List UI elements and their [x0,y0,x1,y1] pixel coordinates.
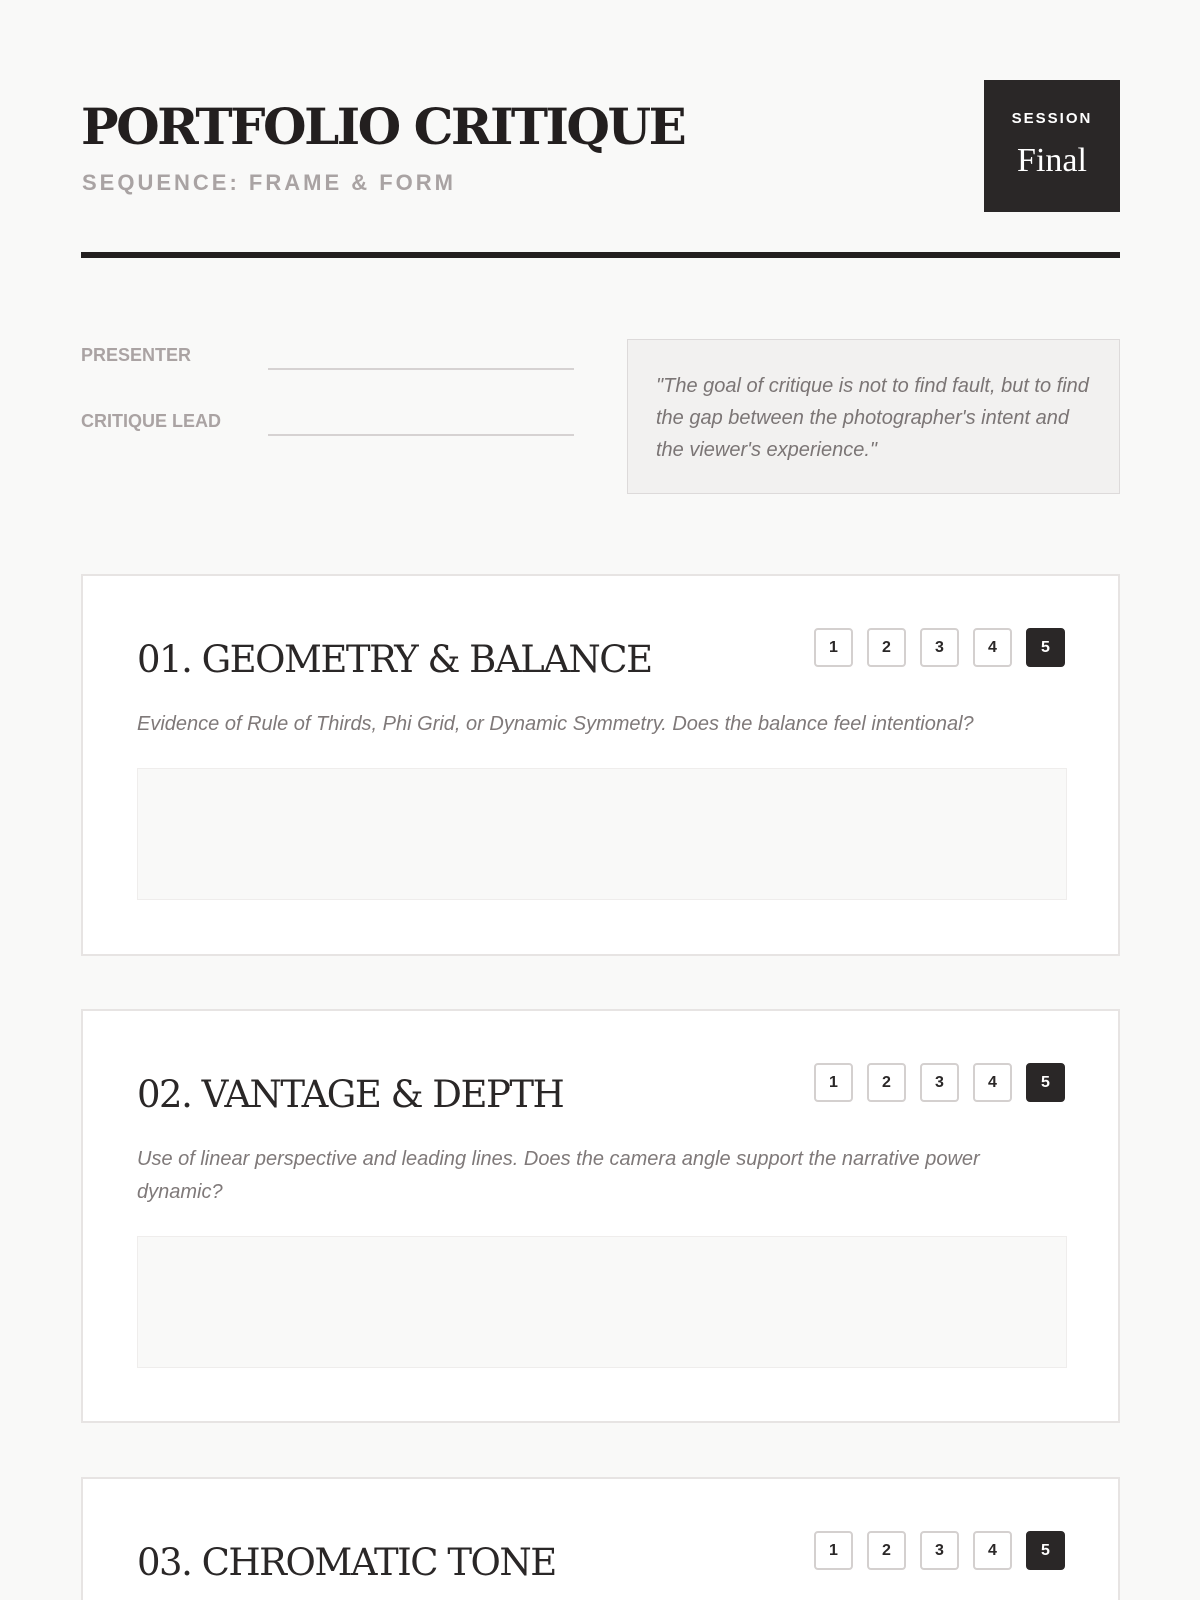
quote-text: "The goal of critique is not to find fault, but to find the gap between the photographer's intent and the viewer's experience." [656,375,1089,461]
criterion-title: 02. VANTAGE & DEPTH [137,1073,564,1116]
session-value: Final [1017,142,1087,179]
criterion-card-chromatic [81,1477,1120,1600]
score-button-3[interactable]: 3 [920,1531,959,1570]
criterion-card-geometry [81,574,1120,956]
presenter-field [81,339,574,379]
score-button-1[interactable]: 1 [814,1063,853,1102]
score-button-5[interactable]: 5 [1026,1531,1065,1570]
presenter-input[interactable] [268,368,574,370]
notes-textarea[interactable] [137,1236,1067,1368]
score-button-2[interactable]: 2 [867,1063,906,1102]
page-title: PORTFOLIO CRITIQUE [81,97,685,156]
quote-box [627,339,1120,494]
header-divider [81,252,1120,258]
score-button-4[interactable]: 4 [973,1063,1012,1102]
criterion-description: Use of linear perspective and leading lines. Does the camera angle support the narrative power dynamic? [137,1148,980,1203]
criterion-title: 01. GEOMETRY & BALANCE [137,638,652,681]
criterion-title: 03. CHROMATIC TONE [137,1541,556,1584]
critique-lead-label: CRITIQUE LEAD [81,411,222,431]
criterion-card-vantage [81,1009,1120,1423]
session-badge [984,80,1120,212]
score-button-5[interactable]: 5 [1026,628,1065,667]
score-button-1[interactable]: 1 [814,1531,853,1570]
session-label: SESSION [1011,110,1093,127]
score-button-5[interactable]: 5 [1026,1063,1065,1102]
score-selector [814,628,1065,667]
presenter-label: PRESENTER [81,345,192,365]
score-button-1[interactable]: 1 [814,628,853,667]
score-button-3[interactable]: 3 [920,628,959,667]
notes-textarea[interactable] [137,768,1067,900]
score-button-3[interactable]: 3 [920,1063,959,1102]
score-button-4[interactable]: 4 [973,628,1012,667]
score-button-2[interactable]: 2 [867,628,906,667]
score-button-4[interactable]: 4 [973,1531,1012,1570]
critique-lead-input[interactable] [268,434,574,436]
criterion-description: Evidence of Rule of Thirds, Phi Grid, or Dynamic Symmetry. Does the balance feel intentional? [137,713,974,735]
page-header [81,80,1120,260]
page-subtitle: SEQUENCE: FRAME & FORM [82,170,456,195]
score-selector [814,1063,1065,1102]
score-selector [814,1531,1065,1570]
critique-lead-field [81,405,574,445]
score-button-2[interactable]: 2 [867,1531,906,1570]
